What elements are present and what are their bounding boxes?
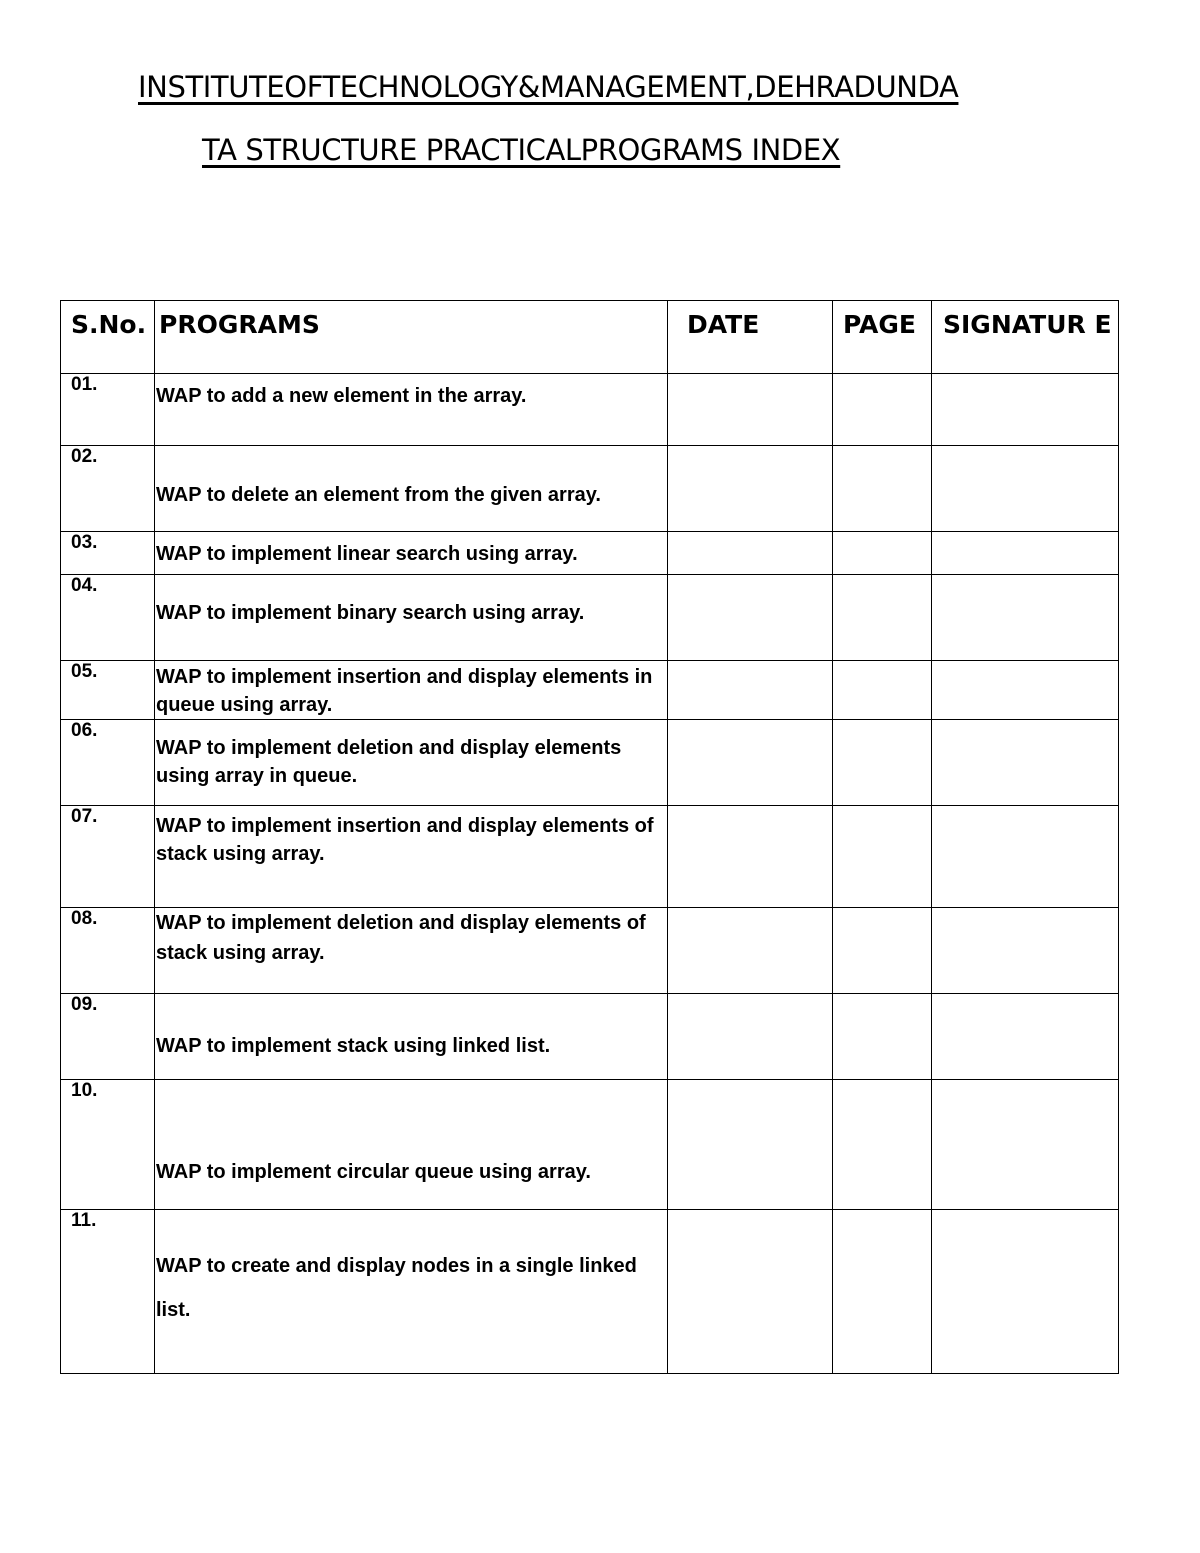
row-sno: 05.	[61, 661, 155, 720]
table-row	[61, 532, 1119, 575]
row-signature-cell	[932, 908, 1119, 994]
row-sno: 07.	[61, 806, 155, 908]
row-program: WAP to implement circular queue using array.	[155, 1080, 668, 1210]
table-row	[61, 1210, 1119, 1374]
row-sno: 01.	[61, 374, 155, 446]
row-sno: 06.	[61, 720, 155, 806]
row-page-cell	[833, 446, 932, 532]
row-page-cell	[833, 994, 932, 1080]
row-date-cell	[668, 575, 833, 661]
table-row	[61, 720, 1119, 806]
row-page-cell	[833, 532, 932, 575]
row-program: WAP to add a new element in the array.	[155, 374, 668, 446]
table-row	[61, 446, 1119, 532]
table-row	[61, 806, 1119, 908]
row-date-cell	[668, 720, 833, 806]
row-date-cell	[668, 908, 833, 994]
row-program: WAP to implement insertion and display elements in queue using array.	[155, 661, 668, 720]
row-signature-cell	[932, 720, 1119, 806]
program-index-table	[60, 300, 1119, 1374]
row-date-cell	[668, 1210, 833, 1374]
row-sno: 03.	[61, 532, 155, 575]
row-page-cell	[833, 908, 932, 994]
row-date-cell	[668, 446, 833, 532]
row-signature-cell	[932, 532, 1119, 575]
row-date-cell	[668, 806, 833, 908]
row-program: WAP to implement linear search using array.	[155, 532, 668, 575]
document-title-line-1: INSTITUTEOFTECHNOLOGY&MANAGEMENT,DEHRADUNDA	[138, 70, 959, 104]
row-program: WAP to implement deletion and display elements using array in queue.	[155, 720, 668, 806]
document-title-line-2: TA STRUCTURE PRACTICALPROGRAMS INDEX	[202, 133, 841, 167]
row-date-cell	[668, 1080, 833, 1210]
row-program: WAP to delete an element from the given array.	[155, 446, 668, 532]
table-row	[61, 994, 1119, 1080]
column-header-signature: SIGNATUR E	[932, 301, 1119, 374]
row-sno: 04.	[61, 575, 155, 661]
row-sno: 02.	[61, 446, 155, 532]
row-signature-cell	[932, 806, 1119, 908]
column-header-programs: PROGRAMS	[155, 301, 668, 374]
row-page-cell	[833, 806, 932, 908]
row-sno: 09.	[61, 994, 155, 1080]
row-signature-cell	[932, 1080, 1119, 1210]
row-date-cell	[668, 661, 833, 720]
column-header-page: PAGE	[833, 301, 932, 374]
row-date-cell	[668, 994, 833, 1080]
row-program: WAP to implement insertion and display elements of stack using array.	[155, 806, 668, 908]
row-program: WAP to implement deletion and display elements of stack using array.	[155, 908, 668, 994]
column-header-sno: S.No.	[61, 301, 155, 374]
row-signature-cell	[932, 374, 1119, 446]
row-program: WAP to create and display nodes in a single linked list.	[155, 1210, 668, 1374]
row-sno: 11.	[61, 1210, 155, 1374]
table-row	[61, 1080, 1119, 1210]
row-page-cell	[833, 661, 932, 720]
row-page-cell	[833, 720, 932, 806]
row-date-cell	[668, 374, 833, 446]
row-signature-cell	[932, 661, 1119, 720]
row-date-cell	[668, 532, 833, 575]
column-header-date: DATE	[668, 301, 833, 374]
row-page-cell	[833, 1210, 932, 1374]
row-program: WAP to implement stack using linked list.	[155, 994, 668, 1080]
row-page-cell	[833, 1080, 932, 1210]
table-row	[61, 661, 1119, 720]
row-signature-cell	[932, 575, 1119, 661]
row-page-cell	[833, 374, 932, 446]
table-row	[61, 908, 1119, 994]
row-program: WAP to implement binary search using array.	[155, 575, 668, 661]
row-signature-cell	[932, 994, 1119, 1080]
table-row	[61, 575, 1119, 661]
row-sno: 08.	[61, 908, 155, 994]
row-sno: 10.	[61, 1080, 155, 1210]
table-header-row	[61, 301, 1119, 374]
row-page-cell	[833, 575, 932, 661]
row-signature-cell	[932, 1210, 1119, 1374]
row-signature-cell	[932, 446, 1119, 532]
table-row	[61, 374, 1119, 446]
